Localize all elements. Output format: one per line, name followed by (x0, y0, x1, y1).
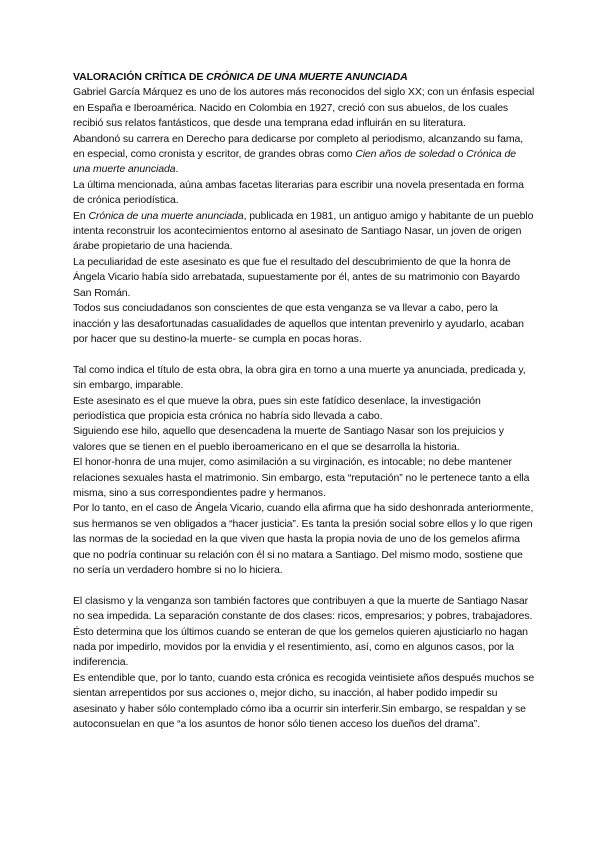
paragraph-gap (73, 347, 535, 362)
body-paragraph (73, 178, 535, 209)
body-paragraph (73, 594, 535, 671)
title-book-name: CRÓNICA DE UNA MUERTE ANUNCIADA (206, 71, 408, 83)
body-paragraph (73, 394, 535, 425)
body-paragraph (73, 363, 535, 394)
body-paragraph (73, 424, 535, 455)
text-run: La última mencionada, aúna ambas facetas literarias para escribir una novela presentada en forma de crónica periodística. (73, 178, 524, 207)
body-paragraph (73, 301, 535, 347)
italic-text-run: Cien años de soledad (355, 148, 455, 161)
text-run: En (73, 209, 89, 222)
body-paragraph (73, 209, 535, 255)
document-page (73, 70, 535, 732)
body-paragraph (73, 255, 535, 301)
text-run: Gabriel García Márquez es uno de los autores más reconocidos del siglo XX; con un énfasis especial en España e Iberoamérica. Nacido en Colombia en 1927, creció con sus abuelos, de los cuales recibió sus relatos fantásticos, que desde una temprana edad influirán en su literatura. (73, 86, 535, 130)
text-run: Es entendible que, por lo tanto, cuando esta crónica es recogida veintisiete años después muchos se sientan arrepentidos por sus acciones o, mejor dicho, su inacción, al haber podido impedir su asesinato y haber sólo contemplado cómo iba a ocurrir sin interferir.Sin embargo, se respaldan y se autoconsuelan en que “a los asuntos de honor sólo tienen acceso los dueños del drama”. (73, 671, 535, 731)
text-run: Siguiendo ese hilo, aquello que desencadena la muerte de Santiago Nasar son los prejuicios y valores que se tienen en el pueblo iberoamericano en el que se desarrolla la historia. (73, 425, 504, 453)
text-run: La peculiaridad de este asesinato es que fue el resultado del descubrimiento de que la honra de Ángela Vicario había sido arrebatada, supuestamente por él, antes de su matrimonio con Bayardo San Román. (73, 255, 520, 299)
document-body (73, 85, 535, 732)
text-run: El honor-honra de una mujer, como asimilación a su virginación, es intocable; no debe mantener relaciones sexuales hasta el matrimonio. Sin embargo, esta “reputación” no le pertenece tanto a ella misma, sino a sus correspondientes padre y hermanos. (73, 456, 530, 499)
body-paragraph (73, 501, 535, 578)
text-run: o (454, 148, 467, 161)
italic-text-run: Crónica de una muerte anunciada (73, 148, 516, 176)
body-paragraph (73, 132, 535, 178)
title-prefix: VALORACIÓN CRÍTICA DE (73, 71, 207, 83)
text-run: Todos sus conciudadanos son conscientes de que esta venganza se va llevar a cabo, pero la inacción y las desafortunadas casualidades de aquellos que intentan prevenirlo y ayudarlo, acaban por hacer que su destino-la muerte- se cumpla en pocas horas. (73, 302, 524, 345)
text-run: Abandonó su carrera en Derecho para dedicarse por completo al periodismo, alcanzando su fama, en especial, como cronista y escritor, de grandes obras como (73, 132, 524, 161)
paragraph-gap (73, 578, 535, 593)
italic-text-run: Crónica de una muerte anunciada (88, 209, 244, 222)
body-paragraph (73, 671, 535, 733)
text-run: Este asesinato es el que mueve la obra, pues sin este fatídico desenlace, la investigación periodística que propicia esta crónica no habría sido llevada a cabo. (73, 394, 481, 422)
text-run: , publicada en 1981, un antiguo amigo y habitante de un pueblo intenta reconstruir los acontecimientos entorno al asesinato de Santiago Nasar, un joven de origen árabe propietario de una hacienda. (73, 209, 534, 253)
body-paragraph (73, 85, 535, 131)
document-title (73, 70, 535, 85)
text-run: . (175, 163, 179, 176)
body-paragraph (73, 455, 535, 501)
text-run: El clasismo y la venganza son también factores que contribuyen a que la muerte de Santiago Nasar no sea impedida. La separación constante de dos clases: ricos, empresarios; y pobres, trabajadores. Ésto determina que los últimos cuando se enteran de que los gemelos quieren ajusticiarlo no hagan nada por impedirlo, movidos por la envidia y el resentimiento, así, como en algunos casos, por la indiferencia. (73, 594, 533, 669)
text-run: Tal como indica el título de esta obra, la obra gira en torno a una muerte ya anunciada, predicada y, sin embargo, imparable. (73, 363, 526, 392)
text-run: Por lo tanto, en el caso de Ángela Vicario, cuando ella afirma que ha sido deshonrada anteriormente, sus hermanos se ven obligados a “hacer justicia”. Es tanta la presión social sobre ellos y lo que rigen las normas de la sociedad en la que viven que hasta la propia novia de uno de los gemelos afirma que no podría continuar su relación con él si no matara a Santiago. Del mismo modo, sostiene que no sería un verdadero hombre si no lo hiciera. (73, 502, 534, 576)
